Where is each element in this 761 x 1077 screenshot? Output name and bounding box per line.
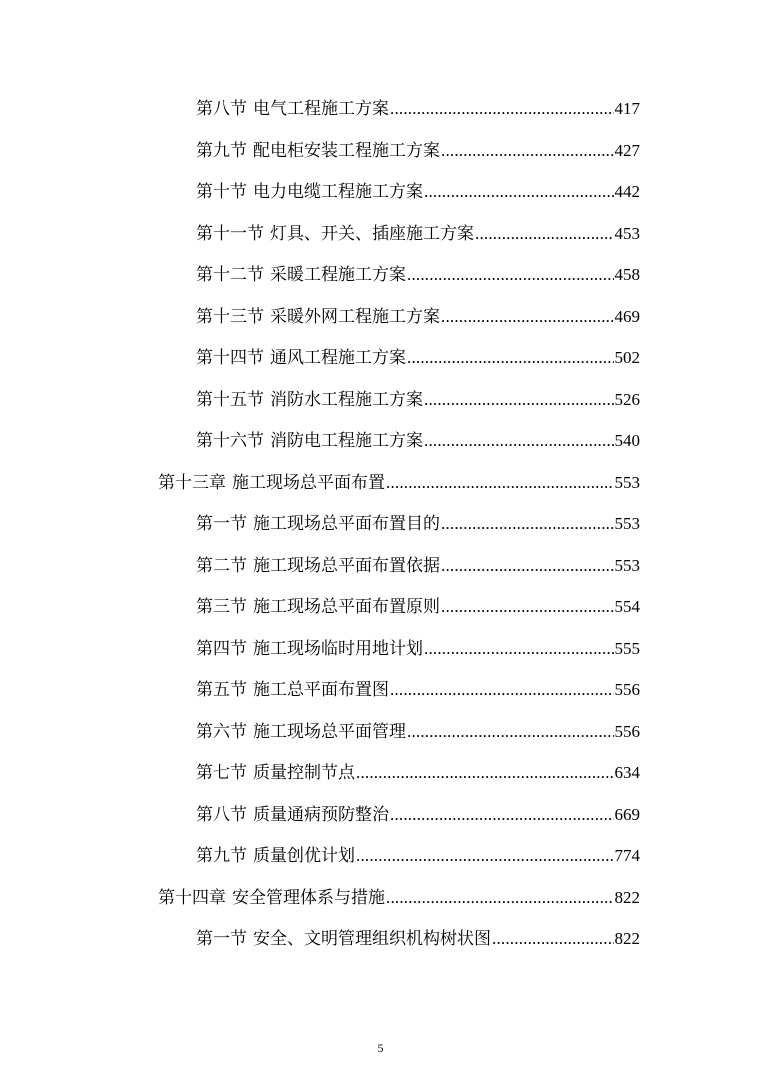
toc-entry-label [196,638,423,660]
toc-entry-label [196,430,423,452]
dot-leader [386,887,614,909]
toc-entry-page: 553 [614,556,640,575]
dot-leader [390,679,614,701]
toc-entry [196,596,640,618]
toc-entry [196,306,640,328]
dot-leader [441,140,614,162]
dot-leader [390,98,614,120]
toc-entry-title: 电气工程施工方案 [253,99,389,119]
toc-entry-label [196,596,440,618]
dot-leader [441,596,614,618]
toc-entry [196,845,640,867]
dot-leader [356,762,614,784]
toc-entry-page: 822 [614,888,640,907]
toc-entry-title: 通风工程施工方案 [270,348,406,368]
toc-entry-page: 526 [614,390,640,409]
toc-entry-number: 第六节 [196,722,247,742]
toc-entry-number: 第八节 [196,99,247,119]
toc-entry [196,762,640,784]
toc-entry-number: 第七节 [196,763,247,783]
toc-entry-title: 消防电工程施工方案 [270,431,423,451]
toc-entry-label [158,887,385,909]
toc-entry-title: 质量控制节点 [253,763,355,783]
toc-entry-label [196,721,406,743]
toc-entry-number: 第十五节 [196,390,264,410]
dot-leader [424,181,614,203]
toc-entry-number: 第九节 [196,141,247,161]
toc-entry-title: 灯具、开关、插座施工方案 [270,224,474,244]
dot-leader [407,721,614,743]
toc-entry-title: 施工现场临时用地计划 [253,639,423,659]
toc-entry-label [196,679,389,701]
toc-entry [196,555,640,577]
toc-entry-label [196,555,440,577]
toc-entry-number: 第九节 [196,846,247,866]
toc-entry [196,181,640,203]
toc-entry-title: 施工现场总平面布置目的 [253,514,440,534]
dot-leader [441,555,614,577]
dot-leader [356,845,614,867]
toc-entry-title: 质量通病预防整治 [253,805,389,825]
toc-entry-page: 453 [614,224,640,243]
toc-entry-label [196,762,355,784]
toc-entry-number: 第八节 [196,805,247,825]
toc-entry-page: 634 [614,763,640,782]
toc-entry-title: 施工现场总平面管理 [253,722,406,742]
toc-entry-page: 553 [614,473,640,492]
toc-entry-title: 施工现场总平面布置原则 [253,597,440,617]
toc-entry-title: 消防水工程施工方案 [270,390,423,410]
toc-entry [196,721,640,743]
toc-entry [196,513,640,535]
toc-entry-title: 采暖外网工程施工方案 [270,307,440,327]
toc-entry [196,804,640,826]
toc-entry-page: 458 [614,265,640,284]
toc-entry-page: 554 [614,597,640,616]
dot-leader [407,264,614,286]
toc-entry-label [196,347,406,369]
toc-entry-number: 第十六节 [196,431,264,451]
toc-entry-label [196,306,440,328]
toc-entry-label [196,845,355,867]
toc-entry-title: 安全、文明管理组织机构树状图 [253,929,491,949]
toc-entry-label [196,140,440,162]
toc-chapter-entry [158,472,640,494]
dot-leader [424,430,614,452]
toc-entry-number: 第十节 [196,182,247,202]
toc-entry [196,347,640,369]
toc-entry-title: 电力电缆工程施工方案 [253,182,423,202]
toc-entry-label [196,389,423,411]
toc-entry [196,140,640,162]
toc-entry-page: 469 [614,307,640,326]
toc-entry-page: 442 [614,182,640,201]
toc-entry-number: 第十四节 [196,348,264,368]
toc-entry-page: 555 [614,639,640,658]
toc-entry-page: 556 [614,680,640,699]
toc-entry-title: 施工现场总平面布置依据 [253,556,440,576]
toc-entry-label [196,264,406,286]
toc-entry-number: 第一节 [196,929,247,949]
toc-entry-page: 669 [614,805,640,824]
toc-entry-title: 质量创优计划 [253,846,355,866]
toc-entry-page: 417 [614,99,640,118]
dot-leader [424,389,614,411]
toc-entry [196,264,640,286]
dot-leader [386,472,614,494]
toc-entry-label [196,98,389,120]
toc-entry-number: 第二节 [196,556,247,576]
toc-entry-number: 第十四章 [158,888,226,908]
dot-leader [475,223,614,245]
toc-entry [196,430,640,452]
toc-entry-label [196,928,491,950]
toc-entry-title: 配电柜安装工程施工方案 [253,141,440,161]
dot-leader [441,306,614,328]
dot-leader [492,928,614,950]
toc-entry [196,389,640,411]
toc-entry-page: 822 [614,929,640,948]
toc-entry-label [158,472,385,494]
toc-entry [196,928,640,950]
page-number: 5 [377,1041,384,1055]
toc-entry-number: 第一节 [196,514,247,534]
toc-entry [196,98,640,120]
toc-entry-number: 第十二节 [196,265,264,285]
dot-leader [441,513,614,535]
toc-entry-page: 427 [614,141,640,160]
dot-leader [424,638,614,660]
toc-entry-label [196,181,423,203]
toc-entry-page: 502 [614,348,640,367]
dot-leader [390,804,614,826]
toc-entry [196,679,640,701]
toc-entry-number: 第四节 [196,639,247,659]
toc-entry-page: 553 [614,514,640,533]
toc-entry-label [196,223,474,245]
toc-entry-page: 540 [614,431,640,450]
toc-entry-number: 第十三章 [158,473,226,493]
toc-entry [196,223,640,245]
toc-entry-page: 556 [614,722,640,741]
toc-entry-number: 第三节 [196,597,247,617]
toc-entry-number: 第十三节 [196,307,264,327]
toc-entry-title: 安全管理体系与措施 [232,888,385,908]
toc-entry-label [196,804,389,826]
toc-entry-title: 施工总平面布置图 [253,680,389,700]
toc-entry-number: 第五节 [196,680,247,700]
toc-entry-number: 第十一节 [196,224,264,244]
toc-entry-title: 采暖工程施工方案 [270,265,406,285]
toc-entry-page: 774 [614,846,640,865]
toc-entry-title: 施工现场总平面布置 [232,473,385,493]
toc-entry-label [196,513,440,535]
dot-leader [407,347,614,369]
toc-chapter-entry [158,887,640,909]
toc-entry [196,638,640,660]
